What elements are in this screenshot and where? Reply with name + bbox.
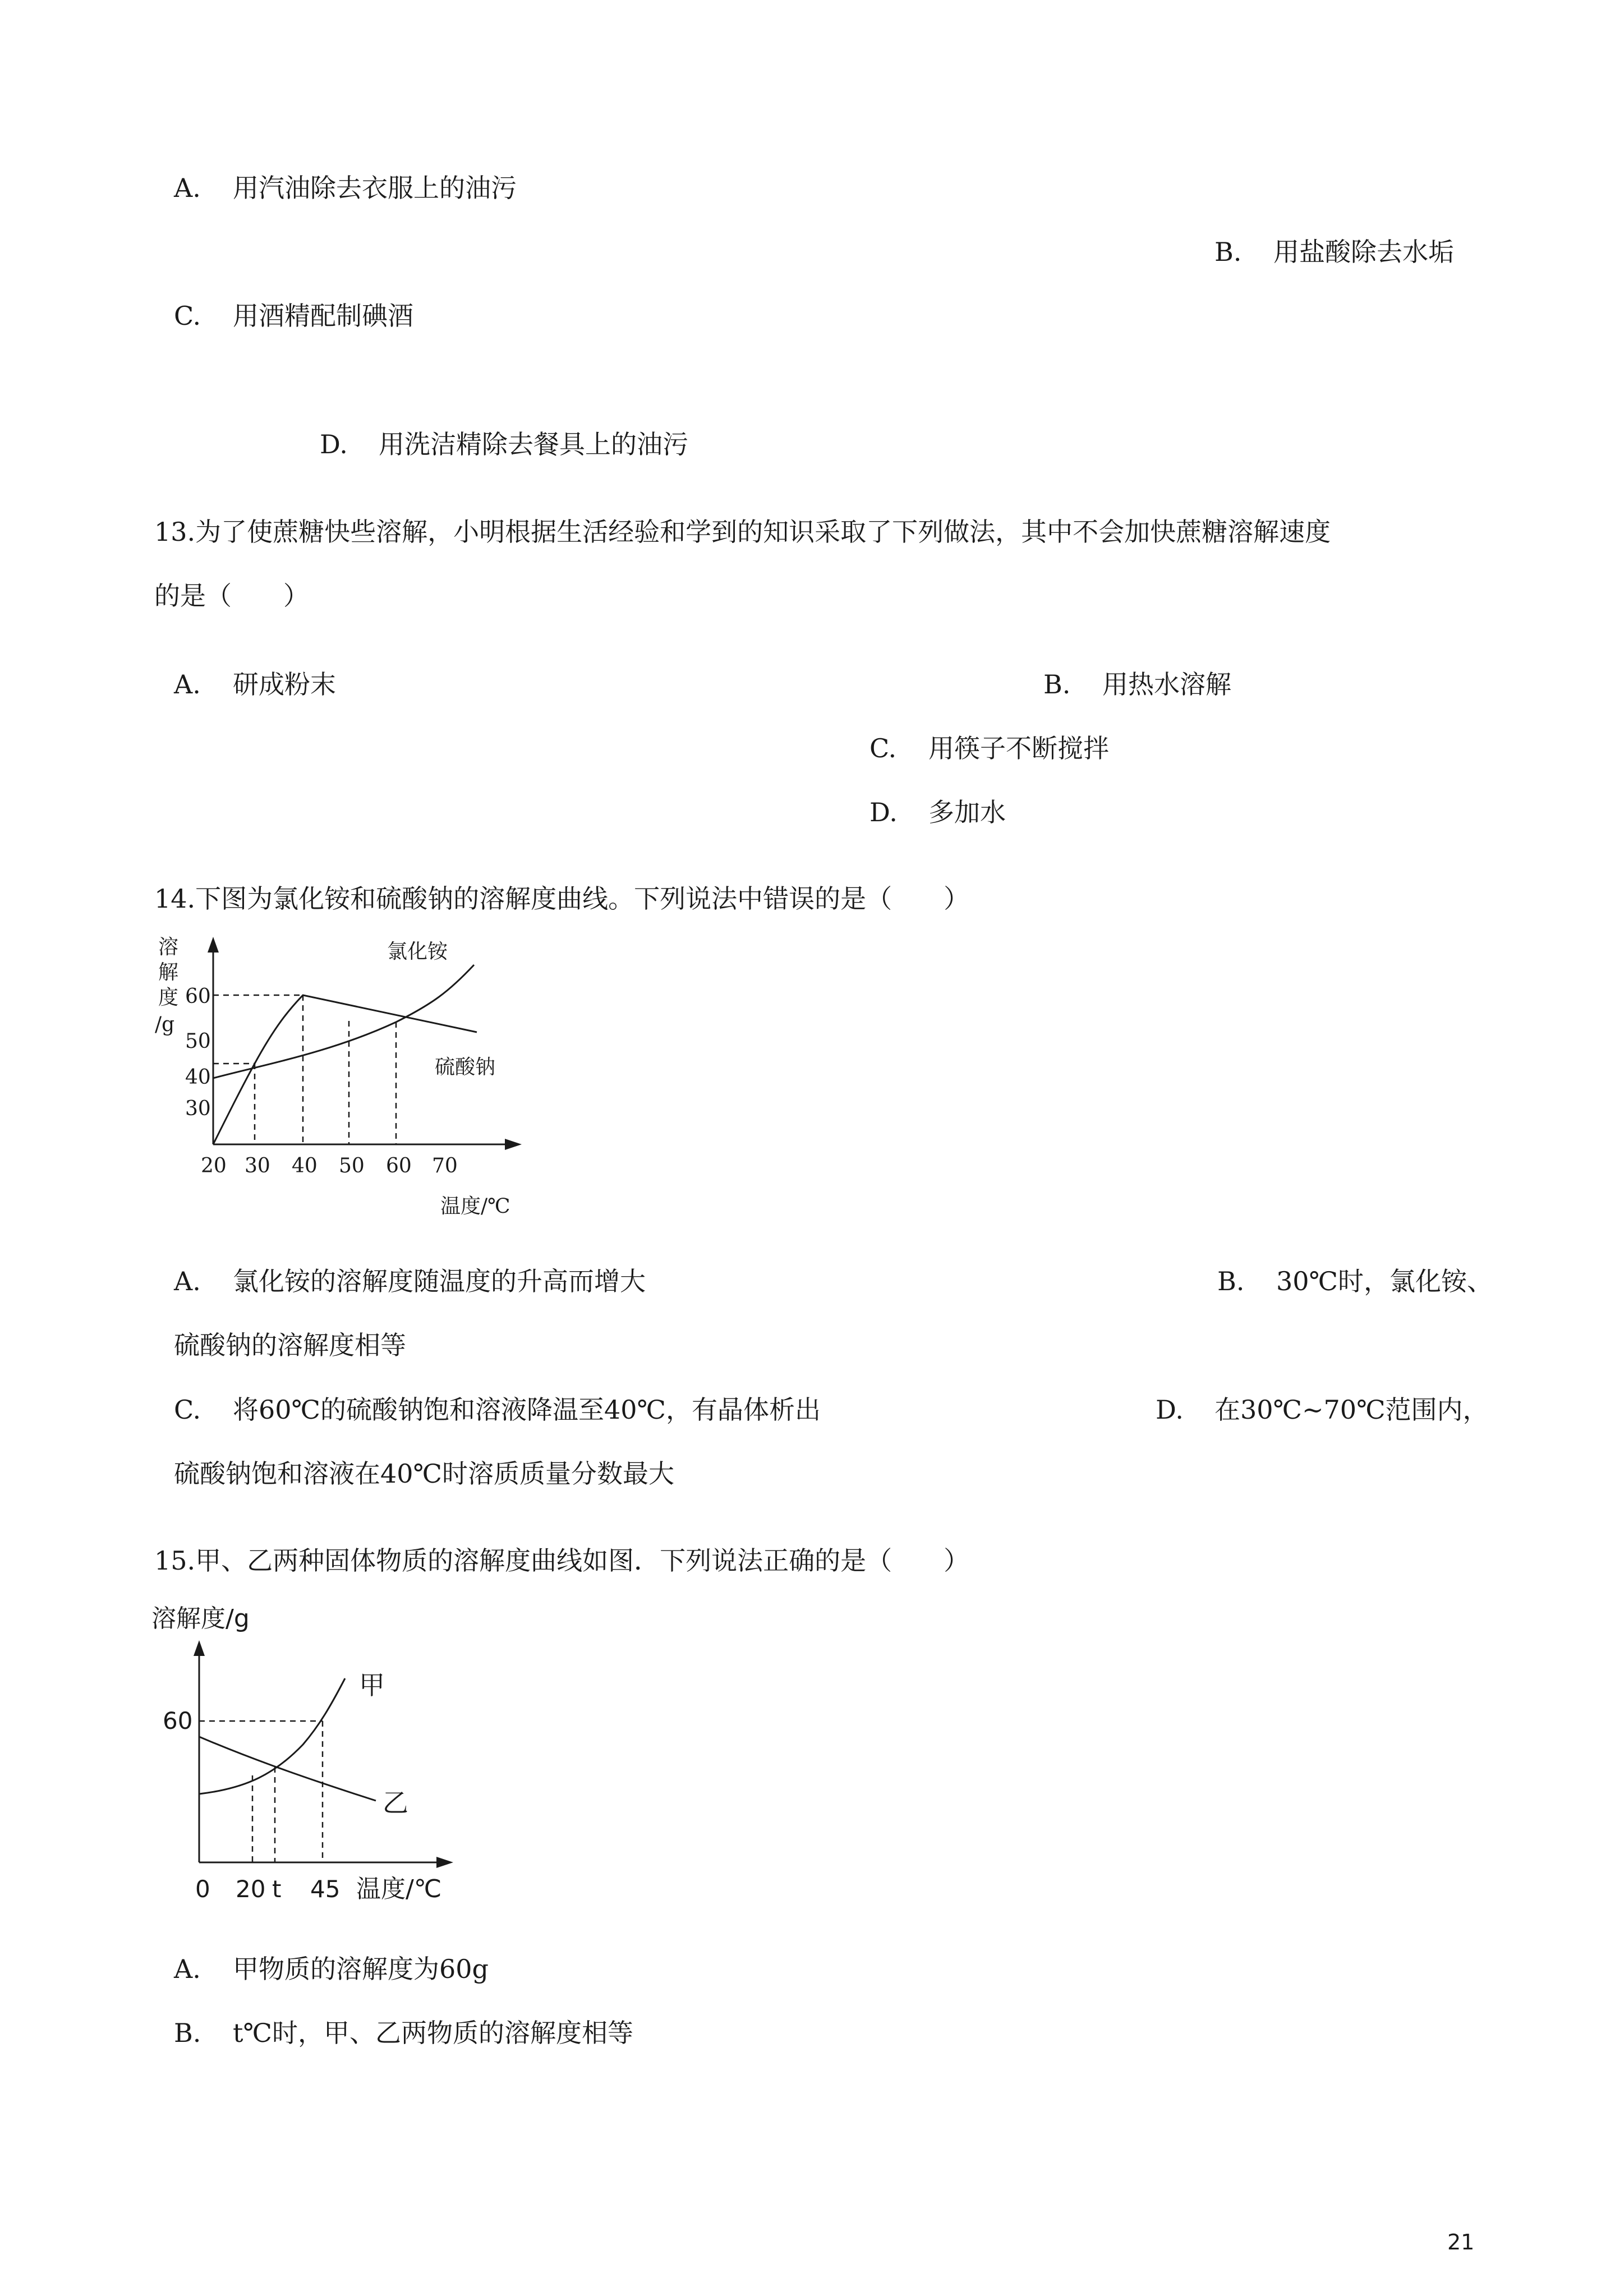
series-label-jia: 甲 (359, 1670, 385, 1700)
option-a[interactable] (174, 171, 517, 205)
series-label-yi: 乙 (383, 1788, 408, 1818)
option-b[interactable] (174, 2016, 633, 2050)
y-label-char: /g (155, 1013, 175, 1036)
option-text: 甲物质的溶解度为60g (233, 1954, 489, 1984)
y-axis-arrow (194, 1640, 205, 1656)
option-b[interactable] (1217, 1264, 1493, 1298)
option-text: 用盐酸除去水垢 (1273, 237, 1454, 267)
option-text: t℃时，甲、乙两物质的溶解度相等 (233, 2018, 633, 2048)
option-d-continuation: 硫酸钠饱和溶液在40℃时溶质质量分数最大 (174, 1458, 674, 1489)
y-tick-label: 50 (185, 1030, 211, 1053)
y-label-char: 解 (158, 961, 179, 984)
option-letter: D. (320, 429, 348, 459)
option-text: 用汽油除去衣服上的油污 (233, 173, 517, 203)
option-letter: A. (174, 173, 201, 203)
x-tick-label: 50 (339, 1154, 365, 1177)
option-letter: C. (174, 1395, 201, 1425)
solubility-chart-2 (151, 1604, 522, 1918)
option-letter: A. (174, 1954, 201, 1984)
option-d[interactable] (1156, 1393, 1489, 1427)
y-axis-label: 溶解度/g (151, 1604, 250, 1633)
option-a[interactable] (174, 668, 336, 701)
option-letter: C. (869, 733, 897, 763)
y-label-char: 度 (158, 986, 179, 1009)
x-axis-label: 温度/℃ (356, 1875, 442, 1903)
series-label-ammonium-chloride: 氯化铵 (387, 940, 448, 963)
option-b[interactable] (1043, 668, 1231, 701)
option-letter: B. (174, 2018, 201, 2048)
question-13-stem-line2: 的是（ ） (154, 581, 309, 611)
option-text: 用热水溶解 (1102, 669, 1231, 700)
option-a[interactable] (174, 1264, 646, 1298)
y-tick-label: 30 (185, 1097, 211, 1120)
solubility-chart-1 (151, 926, 544, 1228)
y-tick-label: 40 (185, 1066, 211, 1089)
option-text: 用筷子不断搅拌 (928, 733, 1109, 763)
x-tick-label: 60 (386, 1154, 412, 1177)
y-label-char: 溶 (158, 936, 179, 959)
y-tick-label: 60 (185, 985, 211, 1008)
option-c[interactable] (174, 1393, 821, 1427)
option-text: 多加水 (928, 797, 1006, 827)
option-letter: A. (174, 1266, 201, 1296)
option-letter: B. (1214, 237, 1242, 267)
option-text: 在30℃~70℃范围内， (1214, 1395, 1489, 1425)
x-axis-arrow (505, 1139, 522, 1150)
y-axis-arrow (208, 937, 219, 953)
x-tick-label: 40 (292, 1154, 318, 1177)
series-label-sodium-sulfate: 硫酸钠 (435, 1056, 496, 1079)
option-text: 研成粉末 (233, 669, 336, 700)
y-tick-label: 60 (163, 1707, 193, 1734)
option-b-continuation: 硫酸钠的溶解度相等 (174, 1330, 406, 1360)
x-tick-label: 45 (310, 1875, 341, 1903)
question-14-stem: 14.下图为氯化铵和硫酸钠的溶解度曲线。下列说法中错误的是（ ） (154, 884, 970, 914)
x-tick-label: 0 (195, 1875, 210, 1903)
option-a[interactable] (174, 1952, 489, 1986)
option-text: 用酒精配制碘酒 (233, 301, 413, 331)
option-b[interactable] (1214, 235, 1454, 269)
x-tick-label: 20 (236, 1875, 266, 1903)
option-letter: D. (1156, 1395, 1184, 1425)
option-c[interactable] (869, 731, 1109, 765)
x-tick-label: t (272, 1875, 282, 1903)
option-text: 30℃时，氯化铵、 (1276, 1266, 1493, 1296)
option-letter: B. (1043, 669, 1071, 700)
option-c[interactable] (174, 299, 413, 333)
option-d[interactable] (320, 427, 688, 461)
option-text: 用洗洁精除去餐具上的油污 (379, 429, 688, 459)
x-axis-label: 温度/℃ (440, 1195, 510, 1218)
series-yi (199, 1737, 376, 1801)
x-tick-label: 70 (432, 1154, 458, 1177)
option-d[interactable] (869, 795, 1006, 829)
option-letter: C. (174, 301, 201, 331)
option-text: 将60℃的硫酸钠饱和溶液降温至40℃，有晶体析出 (233, 1395, 821, 1425)
page-number: 21 (1447, 2230, 1475, 2254)
option-letter: A. (174, 669, 201, 700)
option-text: 氯化铵的溶解度随温度的升高而增大 (233, 1266, 646, 1296)
question-15-stem: 15.甲、乙两种固体物质的溶解度曲线如图．下列说法正确的是（ ） (154, 1545, 970, 1576)
x-tick-label: 30 (245, 1154, 270, 1177)
x-axis-arrow (436, 1857, 453, 1868)
x-tick-label: 20 (201, 1154, 227, 1177)
option-letter: B. (1217, 1266, 1245, 1296)
option-letter: D. (869, 797, 898, 827)
question-13-stem-line1: 13.为了使蔗糖快些溶解，小明根据生活经验和学到的知识采取了下列做法，其中不会加快蔗糖溶解速度 (154, 517, 1331, 547)
